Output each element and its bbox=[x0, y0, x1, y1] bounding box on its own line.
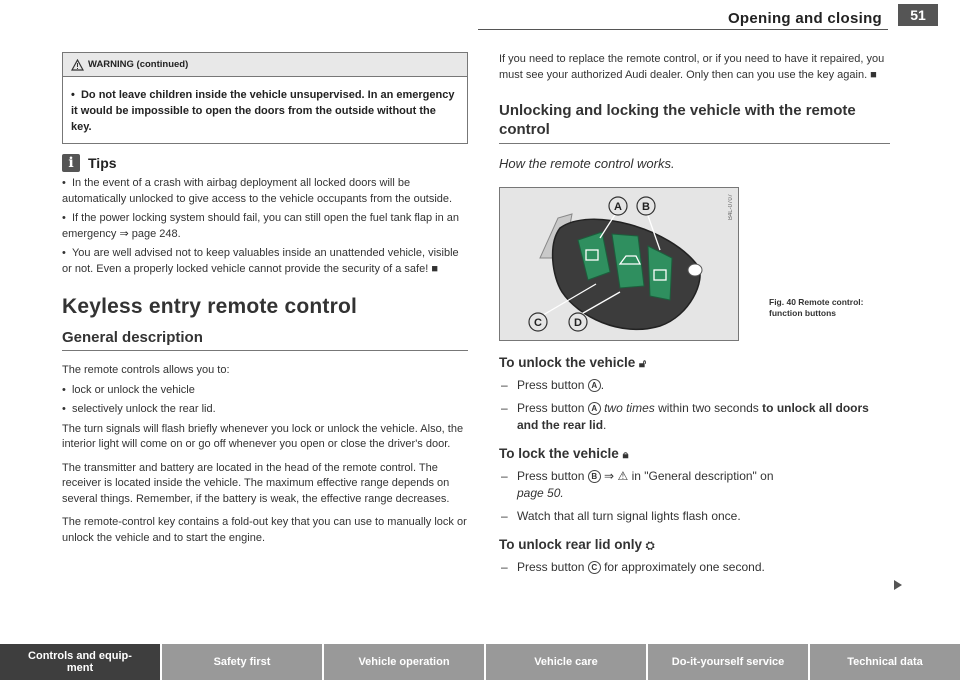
tips-heading bbox=[62, 154, 468, 172]
info-icon: i bbox=[62, 154, 80, 172]
page-header bbox=[478, 8, 888, 30]
page-number: 51 bbox=[898, 4, 938, 26]
rear-lid-step-1: – Press button C for approximately one second. bbox=[499, 559, 890, 576]
button-a-ref: A bbox=[588, 402, 601, 415]
warning-ref-icon: ⚠ bbox=[617, 469, 629, 483]
footer-nav bbox=[0, 644, 960, 680]
warning-text: • Do not leave children inside the vehicle unsupervised. In an emergency it would be impossible to open the doors from the outside without the key. bbox=[71, 89, 455, 133]
unlock-step-1: – Press button A . bbox=[499, 377, 890, 394]
chapter-title: Opening and closing bbox=[727, 10, 882, 27]
tips-title: Tips bbox=[88, 155, 117, 171]
continue-arrow-icon bbox=[894, 580, 902, 590]
figure-label-c: C bbox=[534, 317, 542, 329]
lock-icon: 🔒︎ bbox=[622, 449, 629, 461]
unlock-heading: To unlock the vehicle 🔓︎ bbox=[499, 355, 647, 370]
section-title: Keyless entry remote control bbox=[62, 295, 358, 318]
warning-box bbox=[62, 52, 468, 144]
tab-technical-data[interactable]: Technical data bbox=[810, 644, 960, 680]
body-paragraph: The remote-control key contains a fold-out key that you can use to manually lock or unlock the vehicle and to start the engine. bbox=[62, 516, 467, 544]
button-c-ref: C bbox=[588, 561, 601, 574]
list-item: • selectively unlock the rear lid. bbox=[62, 403, 216, 415]
lock-step-2: – Watch that all turn signal lights flash once. bbox=[499, 508, 890, 525]
figure-label-b: B bbox=[642, 201, 650, 213]
warning-triangle-icon bbox=[71, 59, 84, 71]
body-paragraph: The transmitter and battery are located in the head of the remote control. The receiver is located inside the vehicle. The maximum effective range depends on several things. Remember, if the battery is weak, the effective range decreases. bbox=[62, 461, 450, 505]
car-rear-icon: ⛭ bbox=[645, 540, 655, 552]
figure-caption: Fig. 40 Remote control: function buttons bbox=[769, 297, 864, 318]
tab-vehicle-care[interactable]: Vehicle care bbox=[486, 644, 646, 680]
figure-label-a: A bbox=[614, 201, 622, 213]
warning-header bbox=[63, 53, 467, 77]
page-link[interactable]: page 50. bbox=[517, 486, 564, 500]
tab-controls[interactable]: Controls and equip- ment bbox=[0, 644, 160, 680]
body-paragraph: The turn signals will flash briefly whenever you lock or unlock the vehicle. Also, the interior light will come on or go off whenever you open or close the driver's door. bbox=[62, 422, 464, 450]
button-a-ref: A bbox=[588, 379, 601, 392]
lock-step-1: – Press button B ⇒ ⚠ in "General description" on page 50. bbox=[499, 468, 890, 502]
intro-text: The remote controls allows you to: bbox=[62, 364, 230, 376]
lock-heading: To lock the vehicle 🔒︎ bbox=[499, 446, 629, 461]
figure bbox=[499, 187, 890, 343]
replace-paragraph: If you need to replace the remote control, or if you need to have it repaired, you must see your authorized Audi dealer. Only then can you use the key again. ■ bbox=[499, 53, 885, 81]
figure-code: B4L-0707 bbox=[728, 194, 734, 221]
right-column bbox=[499, 52, 890, 576]
rear-lid-heading: To unlock rear lid only ⛭ bbox=[499, 537, 655, 552]
button-b-ref: B bbox=[588, 470, 601, 483]
figure-label-d: D bbox=[574, 317, 582, 329]
subsection-title: Unlocking and locking the vehicle with the remote control bbox=[499, 101, 890, 144]
tab-diy-service[interactable]: Do-it-yourself service bbox=[648, 644, 808, 680]
tab-vehicle-operation[interactable]: Vehicle operation bbox=[324, 644, 484, 680]
unlock-icon: 🔓︎ bbox=[639, 358, 647, 370]
unlock-step-2: – Press button A two times within two seconds to unlock all doors and the rear lid. bbox=[499, 400, 890, 434]
tip-item: • You are well advised not to keep valuables inside an unattended vehicle, visible or not. Even a properly locked vehicle cannot provide the security of a safe! ■ bbox=[62, 247, 459, 275]
tip-item: • If the power locking system should fail, you can still open the fuel tank flap in an emergency ⇒ page 248. bbox=[62, 212, 460, 240]
warning-label: WARNING (continued) bbox=[88, 59, 189, 70]
tab-safety[interactable]: Safety first bbox=[162, 644, 322, 680]
lead-text: How the remote control works. bbox=[499, 156, 675, 171]
subsection-title: General description bbox=[62, 329, 468, 351]
remote-key-icon bbox=[500, 188, 739, 341]
tip-item: • In the event of a crash with airbag deployment all locked doors will be automatically unlocked to give access to the vehicle occupants from the outside. bbox=[62, 177, 453, 205]
remote-control-illustration bbox=[499, 187, 739, 341]
list-item: • lock or unlock the vehicle bbox=[62, 383, 195, 396]
left-column bbox=[62, 52, 468, 546]
